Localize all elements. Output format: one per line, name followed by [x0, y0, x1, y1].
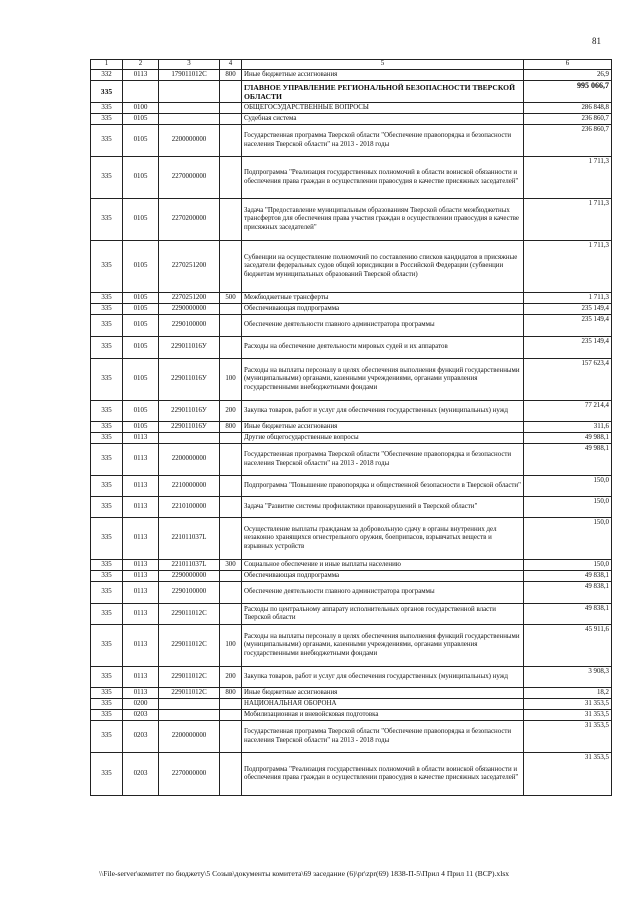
amount-cell: 286 848,8: [524, 103, 612, 114]
table-row: [91, 199, 612, 241]
description-cell: Обеспечение деятельности главного администратора программы: [242, 315, 524, 337]
chapter-code-cell: 335: [91, 497, 123, 518]
table-row: [91, 114, 612, 125]
target-article-code-cell: 2270000000: [159, 753, 220, 796]
chapter-code-cell: 335: [91, 337, 123, 359]
expense-type-code-cell: 100: [220, 359, 242, 401]
description-cell: Мобилизационная и вневойсковая подготовка: [242, 710, 524, 721]
chapter-code-cell: 335: [91, 476, 123, 497]
amount-cell: 31 353,5: [524, 710, 612, 721]
description-cell: Подпрограмма "Реализация государственных полномочий в области воинской обязанности и обеспечения права граждан в осуществлении правосудия в качестве присяжных заседателей": [242, 157, 524, 199]
chapter-code-cell: 335: [91, 293, 123, 304]
amount-cell: 31 353,5: [524, 699, 612, 710]
section-code-cell: 0113: [123, 625, 159, 667]
section-code-cell: 0105: [123, 304, 159, 315]
section-code-cell: 0105: [123, 114, 159, 125]
amount-cell: 235 149,4: [524, 337, 612, 359]
description-cell: Закупка товаров, работ и услуг для обеспечения государственных (муниципальных) нужд: [242, 667, 524, 688]
table-row: [91, 688, 612, 699]
description-cell: Обеспечение деятельности главного администратора программы: [242, 582, 524, 604]
expense-type-code-cell: [220, 199, 242, 241]
expense-type-code-cell: [220, 582, 242, 604]
target-article-code-cell: 2270000000: [159, 157, 220, 199]
description-cell: Осуществление выплаты гражданам за добровольную сдачу в органы внутренних дел незаконно хранящихся огнестрельного оружия, боеприпасов, взрывчатых веществ и взрывных устройств: [242, 518, 524, 560]
expense-type-code-cell: 800: [220, 422, 242, 433]
description-cell: Расходы по центральному аппарату исполнительных органов государственной власти Тверской области: [242, 604, 524, 625]
description-cell: Иные бюджетные ассигнования: [242, 70, 524, 81]
header-cell: 2: [123, 60, 159, 70]
expense-type-code-cell: [220, 337, 242, 359]
chapter-code-cell: 335: [91, 688, 123, 699]
expense-type-code-cell: [220, 157, 242, 199]
header-cell: 5: [242, 60, 524, 70]
section-code-cell: 0113: [123, 518, 159, 560]
table-row: [91, 625, 612, 667]
chapter-code-cell: 335: [91, 560, 123, 571]
chapter-code-cell: 335: [91, 518, 123, 560]
target-article-code-cell: [159, 114, 220, 125]
description-cell: Государственная программа Тверской области "Обеспечение правопорядка и безопасности населения Тверской области" на 2013 - 2018 годы: [242, 444, 524, 476]
description-cell: Расходы на обеспечение деятельности мировых судей и их аппаратов: [242, 337, 524, 359]
section-code-cell: [123, 81, 159, 103]
amount-cell: 77 214,4: [524, 401, 612, 422]
amount-cell: 157 623,4: [524, 359, 612, 401]
section-code-cell: 0105: [123, 293, 159, 304]
table-row: [91, 444, 612, 476]
description-cell: Иные бюджетные ассигнования: [242, 422, 524, 433]
table-row: [91, 401, 612, 422]
expense-type-code-cell: [220, 497, 242, 518]
table-row: [91, 241, 612, 293]
chapter-code-cell: 335: [91, 241, 123, 293]
section-code-cell: 0105: [123, 315, 159, 337]
expense-type-code-cell: 800: [220, 688, 242, 699]
amount-cell: 49 838,1: [524, 571, 612, 582]
section-code-cell: 0113: [123, 667, 159, 688]
chapter-code-cell: 335: [91, 444, 123, 476]
description-cell: Субвенции на осуществление полномочий по составлению списков кандидатов в присяжные заседатели федеральных судов общей юрисдикции в Российской Федерации (субвенции бюджетам муниципальных образований Тверской области): [242, 241, 524, 293]
expense-type-code-cell: 500: [220, 293, 242, 304]
table-row: [91, 710, 612, 721]
description-cell: Расходы на выплаты персоналу в целях обеспечения выполнения функций государственными (муниципальными) органами, казенными учреждениями, органами управления государственными внебюджетными фондами: [242, 359, 524, 401]
table-row: [91, 721, 612, 753]
table-row: [91, 699, 612, 710]
section-code-cell: 0113: [123, 688, 159, 699]
section-code-cell: 0113: [123, 497, 159, 518]
chapter-code-cell: 332: [91, 70, 123, 81]
description-cell: Социальное обеспечение и иные выплаты населению: [242, 560, 524, 571]
target-article-code-cell: 2210000000: [159, 476, 220, 497]
amount-cell: 31 353,5: [524, 753, 612, 796]
target-article-code-cell: 229011012С: [159, 688, 220, 699]
section-code-cell: 0105: [123, 422, 159, 433]
amount-cell: 1 711,3: [524, 157, 612, 199]
amount-cell: 49 988,1: [524, 433, 612, 444]
chapter-code-cell: 335: [91, 81, 123, 103]
chapter-code-cell: 335: [91, 433, 123, 444]
target-article-code-cell: 2270200000: [159, 199, 220, 241]
amount-cell: 235 149,4: [524, 304, 612, 315]
table-row: [91, 753, 612, 796]
description-cell: Подпрограмма "Повышение правопорядка и общественной безопасности в Тверской области": [242, 476, 524, 497]
chapter-code-cell: 335: [91, 114, 123, 125]
target-article-code-cell: 2290100000: [159, 315, 220, 337]
table-row: [91, 476, 612, 497]
target-article-code-cell: 2270251200: [159, 293, 220, 304]
target-article-code-cell: 229011016У: [159, 359, 220, 401]
expense-type-code-cell: 200: [220, 667, 242, 688]
expense-type-code-cell: [220, 476, 242, 497]
chapter-code-cell: 335: [91, 604, 123, 625]
expense-type-code-cell: [220, 518, 242, 560]
chapter-code-cell: 335: [91, 667, 123, 688]
target-article-code-cell: 221011037L: [159, 560, 220, 571]
description-cell: Иные бюджетные ассигнования: [242, 688, 524, 699]
header-cell: 1: [91, 60, 123, 70]
section-code-cell: 0105: [123, 199, 159, 241]
chapter-code-cell: 335: [91, 125, 123, 157]
chapter-code-cell: 335: [91, 571, 123, 582]
table-row: [91, 81, 612, 103]
table-row: [91, 571, 612, 582]
target-article-code-cell: 2200000000: [159, 444, 220, 476]
target-article-code-cell: [159, 103, 220, 114]
section-code-cell: 0203: [123, 721, 159, 753]
expense-type-code-cell: [220, 710, 242, 721]
section-code-cell: 0105: [123, 401, 159, 422]
amount-cell: 236 860,7: [524, 125, 612, 157]
amount-cell: 236 860,7: [524, 114, 612, 125]
target-article-code-cell: 229011012С: [159, 625, 220, 667]
amount-cell: 18,2: [524, 688, 612, 699]
table-header-row: [91, 60, 612, 70]
table-row: [91, 582, 612, 604]
table-row: [91, 293, 612, 304]
expense-type-code-cell: [220, 433, 242, 444]
table-row: [91, 560, 612, 571]
chapter-code-cell: 335: [91, 582, 123, 604]
description-cell: Межбюджетные трансферты: [242, 293, 524, 304]
section-code-cell: 0105: [123, 337, 159, 359]
description-cell: НАЦИОНАЛЬНАЯ ОБОРОНА: [242, 699, 524, 710]
amount-cell: 150,0: [524, 518, 612, 560]
amount-cell: 1 711,3: [524, 241, 612, 293]
table-row: [91, 304, 612, 315]
target-article-code-cell: 2290000000: [159, 571, 220, 582]
expense-type-code-cell: [220, 81, 242, 103]
target-article-code-cell: 2270251200: [159, 241, 220, 293]
section-code-cell: 0113: [123, 70, 159, 81]
table-row: [91, 433, 612, 444]
expense-type-code-cell: [220, 114, 242, 125]
section-code-cell: 0200: [123, 699, 159, 710]
target-article-code-cell: 229011016У: [159, 337, 220, 359]
header-cell: 3: [159, 60, 220, 70]
target-article-code-cell: 229011016У: [159, 401, 220, 422]
target-article-code-cell: 2200000000: [159, 125, 220, 157]
chapter-code-cell: 335: [91, 721, 123, 753]
section-code-cell: 0105: [123, 157, 159, 199]
section-code-cell: 0203: [123, 753, 159, 796]
amount-cell: 1 711,3: [524, 199, 612, 241]
section-code-cell: 0105: [123, 241, 159, 293]
table-row: [91, 103, 612, 114]
table-row: [91, 359, 612, 401]
expense-type-code-cell: [220, 699, 242, 710]
description-cell: Обеспечивающая подпрограмма: [242, 571, 524, 582]
table-row: [91, 604, 612, 625]
chapter-code-cell: 335: [91, 699, 123, 710]
amount-cell: 45 911,6: [524, 625, 612, 667]
chapter-code-cell: 335: [91, 625, 123, 667]
expense-type-code-cell: 100: [220, 625, 242, 667]
header-cell: 4: [220, 60, 242, 70]
chapter-code-cell: 335: [91, 753, 123, 796]
expense-type-code-cell: [220, 304, 242, 315]
target-article-code-cell: [159, 81, 220, 103]
section-code-cell: 0113: [123, 582, 159, 604]
description-cell: Задача "Развитие системы профилактики правонарушений в Тверской области": [242, 497, 524, 518]
description-cell: Задача "Предоставление муниципальным образованиям Тверской области межбюджетных трансфертов для обеспечения права участия граждан в осуществлении правосудия в качестве присяжных заседателей": [242, 199, 524, 241]
section-code-cell: 0113: [123, 433, 159, 444]
description-cell: Обеспечивающая подпрограмма: [242, 304, 524, 315]
budget-table: [90, 59, 612, 796]
target-article-code-cell: 229011012С: [159, 604, 220, 625]
description-cell: Судебная система: [242, 114, 524, 125]
chapter-code-cell: 335: [91, 157, 123, 199]
target-article-code-cell: [159, 710, 220, 721]
target-article-code-cell: 2200000000: [159, 721, 220, 753]
table-row: [91, 157, 612, 199]
amount-cell: 1 711,3: [524, 293, 612, 304]
description-cell: Подпрограмма "Реализация государственных полномочий в области воинской обязанности и обеспечения права граждан в осуществлении правосудия в качестве присяжных заседателей": [242, 753, 524, 796]
expense-type-code-cell: [220, 125, 242, 157]
expense-type-code-cell: [220, 444, 242, 476]
table-row: [91, 125, 612, 157]
header-cell: 6: [524, 60, 612, 70]
section-code-cell: 0113: [123, 444, 159, 476]
target-article-code-cell: [159, 433, 220, 444]
target-article-code-cell: 179011012С: [159, 70, 220, 81]
expense-type-code-cell: [220, 753, 242, 796]
table-row: [91, 315, 612, 337]
target-article-code-cell: 221011037L: [159, 518, 220, 560]
expense-type-code-cell: [220, 315, 242, 337]
amount-cell: 26,9: [524, 70, 612, 81]
expense-type-code-cell: 200: [220, 401, 242, 422]
expense-type-code-cell: [220, 604, 242, 625]
chapter-code-cell: 335: [91, 422, 123, 433]
target-article-code-cell: 2290100000: [159, 582, 220, 604]
chapter-code-cell: 335: [91, 710, 123, 721]
description-cell: ОБЩЕГОСУДАРСТВЕННЫЕ ВОПРОСЫ: [242, 103, 524, 114]
amount-cell: 49 838,1: [524, 604, 612, 625]
target-article-code-cell: 2290000000: [159, 304, 220, 315]
amount-cell: 49 838,1: [524, 582, 612, 604]
section-code-cell: 0113: [123, 560, 159, 571]
table-row: [91, 422, 612, 433]
chapter-code-cell: 335: [91, 359, 123, 401]
table-row: [91, 518, 612, 560]
amount-cell: 150,0: [524, 497, 612, 518]
description-cell: Государственная программа Тверской области "Обеспечение правопорядка и безопасности населения Тверской области" на 2013 - 2018 годы: [242, 721, 524, 753]
chapter-code-cell: 335: [91, 315, 123, 337]
amount-cell: 235 149,4: [524, 315, 612, 337]
target-article-code-cell: [159, 699, 220, 710]
section-code-cell: 0113: [123, 604, 159, 625]
section-code-cell: 0105: [123, 359, 159, 401]
section-code-cell: 0105: [123, 125, 159, 157]
table-row: [91, 667, 612, 688]
chapter-code-cell: 335: [91, 103, 123, 114]
target-article-code-cell: 229011012С: [159, 667, 220, 688]
amount-cell: 3 908,3: [524, 667, 612, 688]
expense-type-code-cell: [220, 103, 242, 114]
section-code-cell: 0100: [123, 103, 159, 114]
amount-cell: 150,0: [524, 560, 612, 571]
amount-cell: 150,0: [524, 476, 612, 497]
expense-type-code-cell: 800: [220, 70, 242, 81]
section-code-cell: 0113: [123, 476, 159, 497]
description-cell: Другие общегосударственные вопросы: [242, 433, 524, 444]
description-cell: Государственная программа Тверской области "Обеспечение правопорядка и безопасности населения Тверской области" на 2013 - 2018 годы: [242, 125, 524, 157]
amount-cell: 49 988,1: [524, 444, 612, 476]
expense-type-code-cell: 300: [220, 560, 242, 571]
table-row: [91, 337, 612, 359]
section-code-cell: 0203: [123, 710, 159, 721]
expense-type-code-cell: [220, 571, 242, 582]
section-code-cell: 0113: [123, 571, 159, 582]
target-article-code-cell: 2210100000: [159, 497, 220, 518]
amount-cell: 31 353,5: [524, 721, 612, 753]
chapter-code-cell: 335: [91, 401, 123, 422]
table-row: [91, 70, 612, 81]
amount-cell: 995 066,7: [524, 81, 612, 103]
description-cell: ГЛАВНОЕ УПРАВЛЕНИЕ РЕГИОНАЛЬНОЙ БЕЗОПАСНОСТИ ТВЕРСКОЙ ОБЛАСТИ: [242, 81, 524, 103]
target-article-code-cell: 229011016У: [159, 422, 220, 433]
description-cell: Расходы на выплаты персоналу в целях обеспечения выполнения функций государственными (муниципальными) органами, казенными учреждениями, органами управления государственными внебюджетными фондами: [242, 625, 524, 667]
table-row: [91, 497, 612, 518]
file-path-footer: \\File-server\комитет по бюджету\5 Созыв\документы комитета\69 заседание (6)\pr\zpr(69) 1838-П-5\Прил 4 Прил 11 (ВСР).xlsx: [99, 869, 510, 878]
chapter-code-cell: 335: [91, 199, 123, 241]
expense-type-code-cell: [220, 721, 242, 753]
page-number: 81: [592, 36, 601, 46]
amount-cell: 311,6: [524, 422, 612, 433]
chapter-code-cell: 335: [91, 304, 123, 315]
expense-type-code-cell: [220, 241, 242, 293]
description-cell: Закупка товаров, работ и услуг для обеспечения государственных (муниципальных) нужд: [242, 401, 524, 422]
